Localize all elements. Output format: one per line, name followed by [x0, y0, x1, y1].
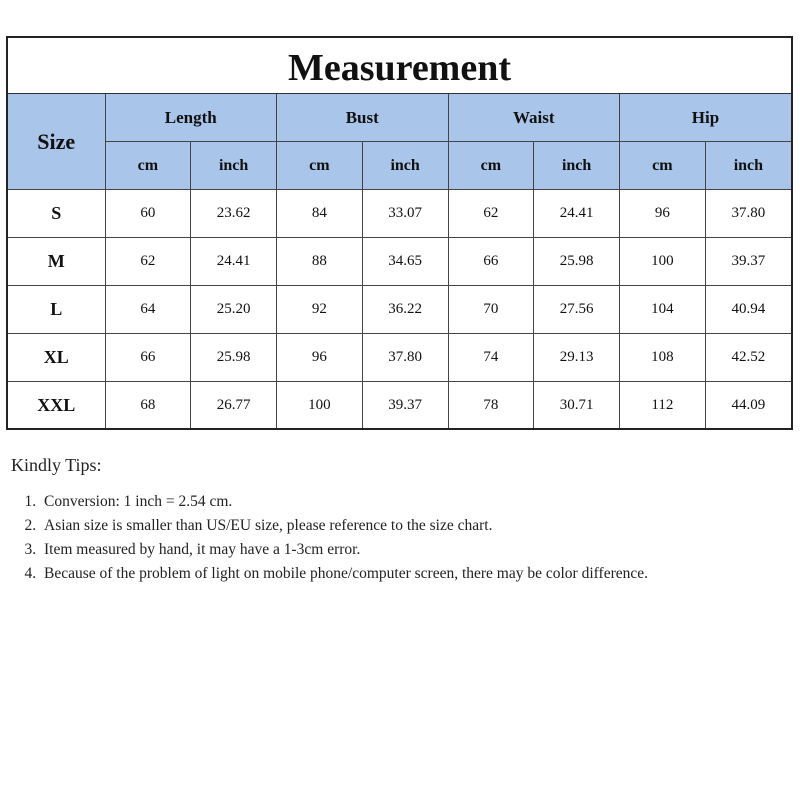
unit-header: cm	[448, 142, 534, 190]
size-column-header: Size	[8, 94, 105, 190]
group-header-hip: Hip	[620, 94, 792, 142]
value-cell: 36.22	[362, 286, 448, 334]
value-cell: 24.41	[191, 238, 277, 286]
value-cell: 37.80	[705, 190, 791, 238]
value-cell: 29.13	[534, 334, 620, 382]
tip-item: 1. Conversion: 1 inch = 2.54 cm.	[40, 490, 731, 514]
value-cell: 96	[620, 190, 706, 238]
size-cell: M	[8, 238, 105, 286]
unit-header: inch	[191, 142, 277, 190]
unit-header: inch	[362, 142, 448, 190]
unit-header: cm	[105, 142, 191, 190]
value-cell: 24.41	[534, 190, 620, 238]
chart-title: Measurement	[8, 38, 791, 94]
unit-header: cm	[277, 142, 363, 190]
value-cell: 39.37	[705, 238, 791, 286]
table-row	[8, 286, 791, 334]
table-row	[8, 334, 791, 382]
size-cell: XXL	[8, 382, 105, 430]
value-cell: 66	[105, 334, 191, 382]
unit-header: inch	[705, 142, 791, 190]
value-cell: 104	[620, 286, 706, 334]
group-header-waist: Waist	[448, 94, 620, 142]
tip-item: 2. Asian size is smaller than US/EU size, please reference to the size chart.	[40, 514, 731, 538]
group-header-length: Length	[105, 94, 277, 142]
value-cell: 64	[105, 286, 191, 334]
value-cell: 78	[448, 382, 534, 430]
value-cell: 60	[105, 190, 191, 238]
value-cell: 112	[620, 382, 706, 430]
value-cell: 34.65	[362, 238, 448, 286]
value-cell: 96	[277, 334, 363, 382]
value-cell: 62	[105, 238, 191, 286]
value-cell: 88	[277, 238, 363, 286]
group-header-bust: Bust	[277, 94, 449, 142]
value-cell: 62	[448, 190, 534, 238]
value-cell: 27.56	[534, 286, 620, 334]
table-row	[8, 190, 791, 238]
size-cell: S	[8, 190, 105, 238]
value-cell: 40.94	[705, 286, 791, 334]
value-cell: 108	[620, 334, 706, 382]
value-cell: 68	[105, 382, 191, 430]
value-cell: 25.98	[191, 334, 277, 382]
size-cell: XL	[8, 334, 105, 382]
value-cell: 30.71	[534, 382, 620, 430]
value-cell: 25.98	[534, 238, 620, 286]
value-cell: 42.52	[705, 334, 791, 382]
value-cell: 39.37	[362, 382, 448, 430]
value-cell: 37.80	[362, 334, 448, 382]
value-cell: 23.62	[191, 190, 277, 238]
table-row	[8, 382, 791, 430]
value-cell: 84	[277, 190, 363, 238]
value-cell: 70	[448, 286, 534, 334]
size-cell: L	[8, 286, 105, 334]
unit-header: inch	[534, 142, 620, 190]
value-cell: 66	[448, 238, 534, 286]
tip-item: 4. Because of the problem of light on mobile phone/computer screen, there may be color difference.	[40, 562, 731, 586]
value-cell: 33.07	[362, 190, 448, 238]
value-cell: 100	[620, 238, 706, 286]
value-cell: 100	[277, 382, 363, 430]
unit-header: cm	[620, 142, 706, 190]
tips-list	[11, 490, 731, 586]
value-cell: 92	[277, 286, 363, 334]
size-table	[8, 94, 791, 429]
value-cell: 25.20	[191, 286, 277, 334]
value-cell: 44.09	[705, 382, 791, 430]
tips-title: Kindly Tips:	[11, 455, 102, 475]
tip-item: 3. Item measured by hand, it may have a 1-3cm error.	[40, 538, 731, 562]
value-cell: 74	[448, 334, 534, 382]
size-chart	[6, 36, 793, 430]
table-row	[8, 238, 791, 286]
value-cell: 26.77	[191, 382, 277, 430]
kindly-tips	[11, 455, 731, 586]
